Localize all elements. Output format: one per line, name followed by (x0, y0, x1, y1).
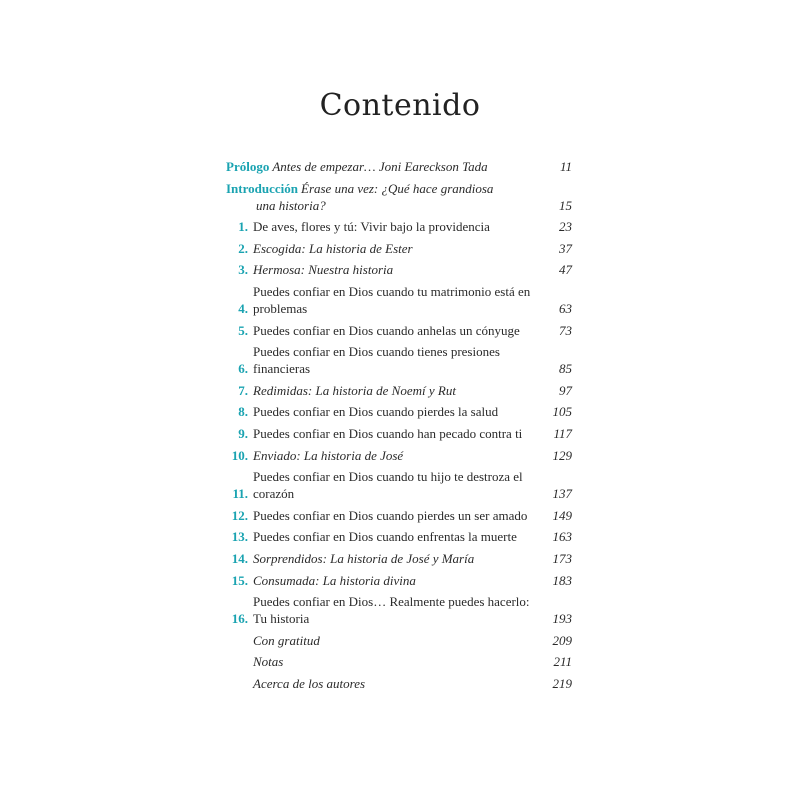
toc-entry-chapter (226, 283, 572, 317)
chapter-number: 12. (231, 507, 248, 523)
toc-entry-front (226, 180, 572, 214)
page-number: 105 (552, 404, 572, 420)
page-number: 63 (559, 300, 572, 316)
chapter-number: 8. (238, 404, 248, 420)
page-number: 47 (559, 262, 572, 278)
chapter-title: Puedes confiar en Dios cuando tienes presiones financieras (253, 344, 500, 377)
chapter-number: 5. (238, 322, 248, 338)
page-number: 209 (552, 632, 572, 648)
toc-entry-chapter (226, 382, 572, 399)
chapter-title: Puedes confiar en Dios… Realmente puedes hacerlo: Tu historia (253, 594, 530, 627)
chapter-title: De aves, flores y tú: Vivir bajo la providencia (253, 219, 490, 235)
entry-title: Con gratitud (253, 632, 320, 648)
toc-entry-chapter (226, 593, 572, 627)
page-number: 117 (553, 425, 572, 441)
chapter-title: Hermosa: Nuestra historia (253, 262, 394, 278)
page-number: 15 (559, 197, 572, 213)
page-number: 183 (552, 572, 572, 588)
toc-entry-chapter (226, 447, 572, 464)
page-number: 211 (553, 654, 572, 670)
chapter-number: 1. (238, 219, 248, 235)
chapter-title: Puedes confiar en Dios cuando pierdes la salud (253, 404, 499, 420)
entry-label (226, 158, 532, 175)
page-number: 137 (552, 486, 572, 502)
entry-prefix: Prólogo (226, 159, 270, 174)
chapter-number: 9. (238, 425, 248, 441)
chapter-number: 11. (232, 486, 248, 502)
toc-entry-chapter (226, 507, 572, 524)
toc-entry-chapter (226, 322, 572, 339)
chapter-number: 2. (238, 240, 248, 256)
chapter-number: 16. (231, 611, 248, 627)
chapter-title: Puedes confiar en Dios cuando tu hijo te destroza el corazón (253, 469, 523, 502)
toc-entry-back (226, 653, 572, 670)
toc-entry-chapter (226, 403, 572, 420)
toc-entry-front (226, 158, 572, 175)
entry-title-continued: una historia? (256, 197, 326, 213)
toc-entry-chapter (226, 425, 572, 442)
page-number: 11 (559, 159, 572, 174)
toc-entry-back (226, 675, 572, 692)
chapter-number: 14. (231, 550, 248, 566)
page-number: 149 (552, 507, 572, 523)
entry-title: Érase una vez: ¿Qué hace grandiosa (301, 180, 494, 196)
page-number: 73 (559, 322, 572, 338)
page-number: 163 (552, 529, 572, 545)
chapter-number: 15. (231, 572, 248, 588)
page-number: 219 (552, 675, 572, 691)
page-number: 193 (552, 611, 572, 627)
chapter-number: 7. (238, 382, 248, 398)
toc-entry-chapter (226, 240, 572, 257)
chapter-title: Enviado: La historia de José (253, 447, 404, 463)
page-number: 129 (552, 447, 572, 463)
toc-entry-chapter (226, 550, 572, 567)
chapter-title: Consumada: La historia divina (253, 572, 416, 588)
entry-title: Antes de empezar… Joni Eareckson Tada (272, 159, 488, 174)
chapter-title: Puedes confiar en Dios cuando pierdes un ser amado (253, 507, 528, 523)
chapter-title: Puedes confiar en Dios cuando enfrentas la muerte (253, 529, 517, 545)
chapter-number: 13. (231, 529, 248, 545)
page-number: 85 (559, 361, 572, 377)
entry-title: Notas (253, 654, 284, 670)
entry-title: Acerca de los autores (253, 675, 366, 691)
table-of-contents (226, 158, 572, 696)
toc-entry-chapter (226, 261, 572, 278)
chapter-title: Redimidas: La historia de Noemí y Rut (253, 382, 456, 398)
toc-entry-back (226, 632, 572, 649)
chapter-title: Puedes confiar en Dios cuando anhelas un cónyuge (253, 322, 520, 338)
toc-entry-chapter (226, 468, 572, 502)
page-number: 37 (559, 240, 572, 256)
entry-prefix: Introducción (226, 180, 298, 196)
toc-entry-chapter (226, 343, 572, 377)
toc-entry-chapter (226, 528, 572, 545)
page-number: 173 (552, 550, 572, 566)
chapter-number: 10. (231, 447, 248, 463)
toc-entry-chapter (226, 218, 572, 235)
chapter-title: Escogida: La historia de Ester (253, 240, 413, 256)
page-title: Contenido (319, 88, 481, 123)
toc-entry-chapter (226, 572, 572, 589)
chapter-title: Puedes confiar en Dios cuando tu matrimonio está en problemas (253, 283, 531, 316)
page-number: 23 (559, 219, 572, 235)
chapter-title: Sorprendidos: La historia de José y María (253, 550, 475, 566)
entry-label (226, 180, 532, 214)
chapter-number: 6. (238, 361, 248, 377)
page-number: 97 (559, 382, 572, 398)
chapter-number: 3. (238, 262, 248, 278)
chapter-title: Puedes confiar en Dios cuando han pecado contra ti (253, 425, 523, 441)
chapter-number: 4. (238, 300, 248, 316)
